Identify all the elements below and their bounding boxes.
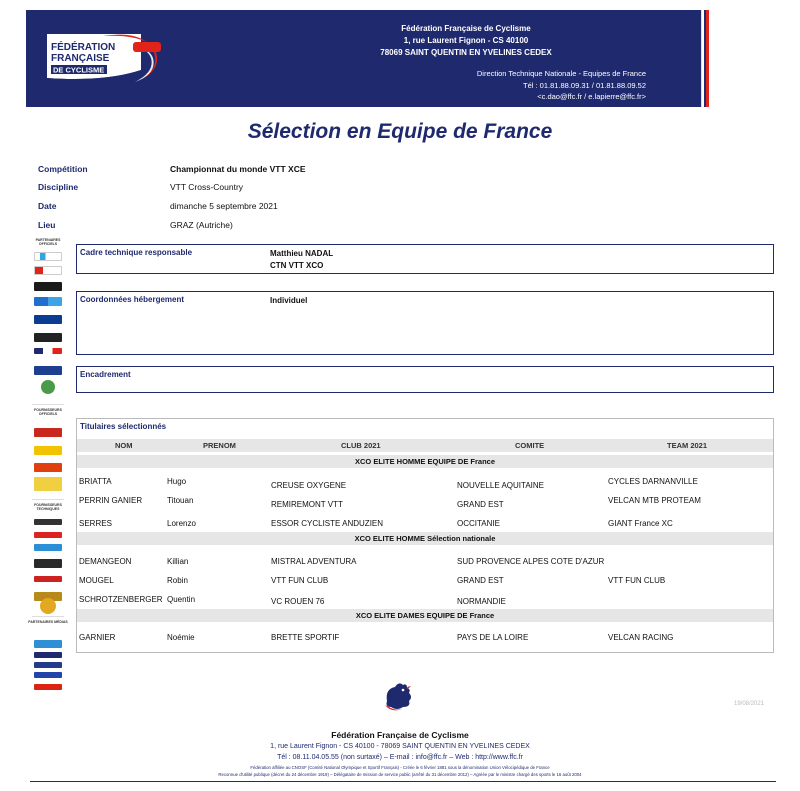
- cell-club: BRETTE SPORTIF: [271, 633, 340, 642]
- cell-nom: PERRIN GANIER: [79, 496, 143, 505]
- cell-team: VTT FUN CLUB: [608, 576, 666, 585]
- date-value: dimanche 5 septembre 2021: [170, 201, 278, 211]
- header-team: TEAM 2021: [667, 441, 708, 450]
- hebergement-box: [76, 291, 774, 355]
- cell-prenom: Hugo: [167, 477, 187, 486]
- cell-team: VELCAN MTB PROTEAM: [608, 496, 701, 505]
- header-comite: COMITE: [515, 441, 545, 450]
- encadrement-label: Encadrement: [80, 370, 131, 379]
- info-date: [38, 201, 338, 215]
- media-logo-tvcyclisme: [34, 662, 62, 668]
- tech-logo-3: [34, 544, 62, 551]
- sidebar-separator: [32, 404, 64, 405]
- table-label: Titulaires sélectionnés: [80, 422, 167, 431]
- sponsor-logo-fdj: [34, 315, 62, 324]
- cell-comite: NORMANDIE: [457, 597, 506, 606]
- sponsors-official-heading: PARTENAIRES OFFICIELS: [35, 238, 61, 246]
- sponsor-sidebar: [28, 236, 68, 706]
- footer-contact: Tél : 08.11.04.05.55 (non surtaxé) – E-mail : info@ffc.fr – Web : http://www.ffc.fr: [277, 754, 523, 761]
- cell-nom: SCHROTZENBERGER: [79, 595, 163, 604]
- sponsor-logo-1: [34, 252, 62, 261]
- header-address: [286, 23, 646, 59]
- media-logo-francetv: [34, 672, 62, 678]
- cell-prenom: Lorenzo: [167, 519, 196, 528]
- media-partners-heading: PARTENAIRES MÉDIAS: [28, 620, 68, 624]
- cell-club: CREUSE OXYGENE: [271, 481, 347, 490]
- cell-club: ESSOR CYCLISTE ANDUZIEN: [271, 519, 384, 528]
- lieu-value: GRAZ (Autriche): [170, 220, 233, 230]
- svg-text:DE CYCLISME: DE CYCLISME: [53, 65, 105, 75]
- rooster-icon: [381, 679, 417, 713]
- sponsor-logo-2: [34, 266, 62, 275]
- cell-nom: MOUGEL: [79, 576, 114, 585]
- cell-nom: DEMANGEON: [79, 557, 132, 566]
- media-logo-eurosport: [34, 652, 62, 658]
- table-header: [77, 439, 773, 452]
- ffc-logo: [45, 28, 169, 90]
- svg-text:FRANÇAISE: FRANÇAISE: [51, 53, 110, 64]
- tech-logo-1: [34, 519, 62, 525]
- footer-legal-1: Fédération affiliée au CNOSF (Comité National Olympique et Sportif Français) - Créée le 6 février 1881 sous la dénomination Union Vélocipédique de France: [250, 765, 550, 770]
- cell-nom: BRIATTA: [79, 477, 112, 486]
- media-logo-directvelo: [34, 640, 62, 648]
- competition-value: Championnat du monde VTT XCE: [170, 164, 306, 174]
- header-prenom: PRENOM: [203, 441, 236, 450]
- cell-prenom: Killian: [167, 557, 189, 566]
- suppliers-technical-heading: FOURNISSEURS TECHNIQUES: [34, 503, 62, 511]
- tech-logo-4: [34, 559, 62, 568]
- tech-logo-5: [34, 576, 62, 582]
- header-address-line1: 1, rue Laurent Fignon - CS 40100: [403, 36, 529, 45]
- cell-prenom: Titouan: [167, 496, 194, 505]
- cell-team: GIANT France XC: [608, 519, 673, 528]
- competition-label: Compétition: [38, 164, 88, 174]
- sponsor-logo-skoda: [41, 380, 55, 394]
- suppliers-official-heading: FOURNISSEURS OFFICIELS: [34, 408, 62, 416]
- cadre-technique-box: [76, 244, 774, 274]
- sponsor-logo-skf: [34, 366, 62, 375]
- info-competition: [38, 164, 338, 178]
- supplier-logo-2: [34, 446, 62, 455]
- cell-team: VELCAN RACING: [608, 633, 674, 642]
- cell-club: VC ROUEN 76: [271, 597, 325, 606]
- sponsor-logo-look: [34, 333, 62, 342]
- header-club: CLUB 2021: [341, 441, 381, 450]
- supplier-logo-3: [34, 463, 62, 472]
- hebergement-label: Coordonnées hébergement: [80, 295, 185, 304]
- sponsor-logo-ministere: [34, 348, 62, 354]
- info-lieu: [38, 220, 338, 234]
- section-title: XCO ELITE HOMME EQUIPE DE France: [77, 455, 773, 468]
- info-discipline: [38, 182, 338, 196]
- sponsor-logo-qle: [34, 282, 62, 291]
- cell-comite: GRAND EST: [457, 500, 504, 509]
- header-org-name: Fédération Française de Cyclisme: [401, 24, 531, 33]
- document-date: 19/08/2021: [734, 701, 765, 707]
- footer-address: 1, rue Laurent Fignon - CS 40100 - 78069 SAINT QUENTIN EN YVELINES CEDEX: [270, 743, 530, 750]
- cell-comite: PAYS DE LA LOIRE: [457, 633, 529, 642]
- footer-rule: [30, 781, 776, 782]
- lieu-label: Lieu: [38, 220, 56, 230]
- cell-comite: GRAND EST: [457, 576, 504, 585]
- cell-nom: SERRES: [79, 519, 112, 528]
- header-contact: [366, 68, 646, 103]
- letterhead-banner: [26, 10, 709, 107]
- discipline-label: Discipline: [38, 182, 79, 192]
- cell-club: MISTRAL ADVENTURA: [271, 557, 357, 566]
- header-dtn: Direction Technique Nationale - Equipes de France: [476, 69, 646, 78]
- cadre-role: CTN VTT XCO: [270, 261, 324, 270]
- cell-club: REMIREMONT VTT: [271, 500, 343, 509]
- cell-nom: GARNIER: [79, 633, 116, 642]
- media-logo-rmc: [34, 684, 62, 690]
- encadrement-box: [76, 366, 774, 393]
- section-title: XCO ELITE HOMME Sélection nationale: [77, 532, 773, 545]
- sidebar-separator: [32, 616, 64, 617]
- tech-logo-2: [34, 532, 62, 538]
- cell-comite: NOUVELLE AQUITAINE: [457, 481, 544, 490]
- header-address-line2: 78069 SAINT QUENTIN EN YVELINES CEDEX: [380, 48, 552, 57]
- cell-comite: OCCITANIE: [457, 519, 500, 528]
- cell-prenom: Quentin: [167, 595, 196, 604]
- flag-stripes: [697, 10, 711, 107]
- header-nom: NOM: [115, 441, 133, 450]
- header-phone: Tél : 01.81.88.09.31 / 01.81.88.09.52: [522, 80, 646, 90]
- cell-club: VTT FUN CLUB: [271, 576, 329, 585]
- cell-team: CYCLES DARNANVILLE: [608, 477, 698, 486]
- titulaires-table: [76, 418, 774, 653]
- cadre-label: Cadre technique responsable: [80, 248, 193, 257]
- date-label: Date: [38, 201, 57, 211]
- cadre-name: Matthieu NADAL: [270, 249, 334, 258]
- svg-text:FÉDÉRATION: FÉDÉRATION: [51, 42, 116, 53]
- page-title: Sélection en Equipe de France: [247, 120, 553, 143]
- cell-comite: SUD PROVENCE ALPES COTE D'AZUR: [457, 557, 605, 566]
- section-title: XCO ELITE DAMES EQUIPE DE France: [77, 609, 773, 622]
- cell-prenom: Robin: [167, 576, 188, 585]
- discipline-value: VTT Cross-Country: [170, 182, 244, 192]
- footer-legal-2: Reconnue d'utilité publique (décret du 24 décembre 1919) – Délégataire de mission de service public (arrêté du 31 décembre 2012) – Agréée par le ministre chargé des sports le 16 août 2004: [218, 772, 582, 777]
- footer-org-name: Fédération Française de Cyclisme: [331, 730, 469, 740]
- tech-logo-medal: [40, 598, 56, 614]
- supplier-logo-1: [34, 428, 62, 437]
- cell-prenom: Noémie: [167, 633, 195, 642]
- sponsor-logo-cic: [34, 297, 62, 306]
- header-emails: <c.dao@ffc.fr / e.lapierre@ffc.fr>: [537, 92, 646, 101]
- sidebar-separator: [32, 499, 64, 500]
- hebergement-value: Individuel: [270, 296, 308, 305]
- supplier-logo-4: [34, 477, 62, 491]
